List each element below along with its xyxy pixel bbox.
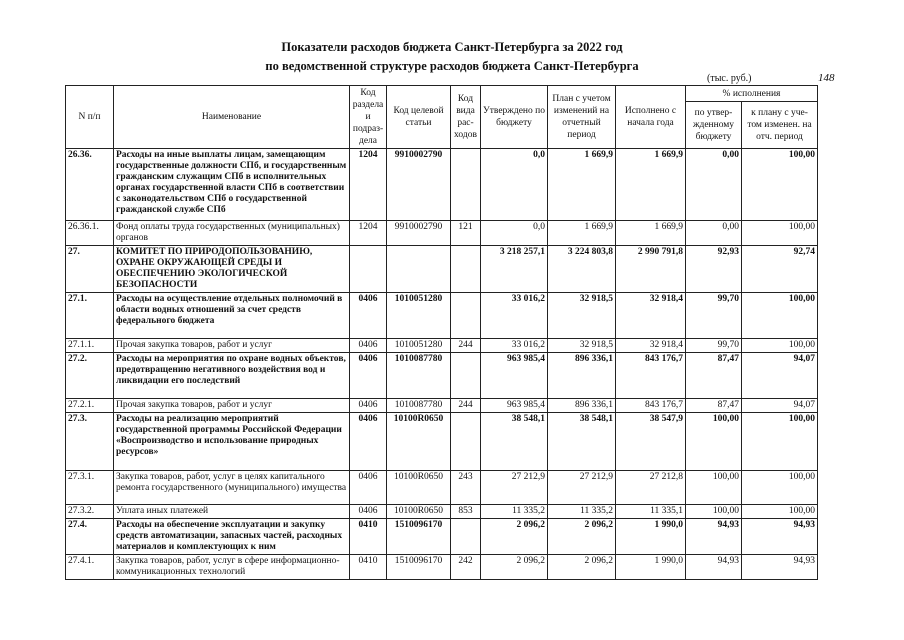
row-article: 9910002790 xyxy=(387,149,451,221)
row-type xyxy=(451,246,481,293)
unit-label: (тыс. руб.) xyxy=(707,73,752,84)
row-executed: 843 176,7 xyxy=(616,399,686,413)
row-approved: 963 985,4 xyxy=(481,399,548,413)
row-section xyxy=(350,246,387,293)
table-row xyxy=(66,399,818,413)
row-approved: 3 218 257,1 xyxy=(481,246,548,293)
table-row xyxy=(66,353,818,399)
row-pct-approved: 99,70 xyxy=(686,339,742,353)
row-name: Прочая закупка товаров, работ и услуг xyxy=(114,339,350,353)
row-section: 0406 xyxy=(350,339,387,353)
row-type: 243 xyxy=(451,471,481,505)
row-pct-approved: 87,47 xyxy=(686,399,742,413)
row-pct-approved: 94,93 xyxy=(686,519,742,555)
row-executed: 27 212,8 xyxy=(616,471,686,505)
row-executed: 1 669,9 xyxy=(616,149,686,221)
table-row xyxy=(66,293,818,339)
row-name: КОМИТЕТ ПО ПРИРОДОПОЛЬЗОВАНИЮ, ОХРАНЕ ОКРУЖАЮЩЕЙ СРЕДЫ И ОБЕСПЕЧЕНИЮ ЭКОЛОГИЧЕСКОЙ БЕЗОПАСНОСТИ xyxy=(114,246,350,293)
row-type xyxy=(451,413,481,471)
row-plan: 1 669,9 xyxy=(548,221,616,246)
row-section: 0406 xyxy=(350,471,387,505)
row-section: 0406 xyxy=(350,399,387,413)
header-type: Код вида рас-ходов xyxy=(451,86,481,149)
row-approved: 11 335,2 xyxy=(481,505,548,519)
row-name: Прочая закупка товаров, работ и услуг xyxy=(114,399,350,413)
row-pct-approved: 100,00 xyxy=(686,505,742,519)
row-section: 0406 xyxy=(350,293,387,339)
row-article: 1510096170 xyxy=(387,519,451,555)
row-name: Расходы на мероприятия по охране водных объектов, предотвращению негативного воздействия вод и ликвидации его последствий xyxy=(114,353,350,399)
expenses-table xyxy=(65,85,818,580)
table-row xyxy=(66,339,818,353)
row-approved: 963 985,4 xyxy=(481,353,548,399)
header-pct-approved: по утвер-жденному бюджету xyxy=(686,102,742,149)
row-num: 26.36. xyxy=(66,149,114,221)
row-name: Расходы на осуществление отдельных полномочий в области водных отношений за счет средств федерального бюджета xyxy=(114,293,350,339)
row-pct-plan: 100,00 xyxy=(742,339,818,353)
row-executed: 11 335,1 xyxy=(616,505,686,519)
header-executed: Исполнено с начала года xyxy=(616,86,686,149)
table-row xyxy=(66,221,818,246)
row-pct-approved: 87,47 xyxy=(686,353,742,399)
row-plan: 3 224 803,8 xyxy=(548,246,616,293)
row-section: 1204 xyxy=(350,221,387,246)
row-type xyxy=(451,353,481,399)
row-plan: 896 336,1 xyxy=(548,399,616,413)
row-section: 0410 xyxy=(350,555,387,580)
row-name: Расходы на иные выплаты лицам, замещающим государственные должности СПб, и государственным гражданским служащим СПб в исполнительных органах государственной власти СПб в соответствии с законодательством СПб о государственной гражданской службе СПб xyxy=(114,149,350,221)
row-num: 27.3. xyxy=(66,413,114,471)
table-row xyxy=(66,471,818,505)
row-pct-approved: 94,93 xyxy=(686,555,742,580)
row-name: Уплата иных платежей xyxy=(114,505,350,519)
row-pct-plan: 94,93 xyxy=(742,519,818,555)
row-article: 1010087780 xyxy=(387,353,451,399)
row-plan: 32 918,5 xyxy=(548,339,616,353)
row-article: 10100R0650 xyxy=(387,505,451,519)
row-approved: 33 016,2 xyxy=(481,339,548,353)
row-article: 1510096170 xyxy=(387,555,451,580)
row-article: 1010051280 xyxy=(387,339,451,353)
row-section: 0410 xyxy=(350,519,387,555)
row-type: 242 xyxy=(451,555,481,580)
row-plan: 27 212,9 xyxy=(548,471,616,505)
row-pct-approved: 100,00 xyxy=(686,413,742,471)
row-num: 27.2.1. xyxy=(66,399,114,413)
row-pct-plan: 94,07 xyxy=(742,399,818,413)
row-plan: 11 335,2 xyxy=(548,505,616,519)
row-article: 1010051280 xyxy=(387,293,451,339)
row-name: Расходы на обеспечение эксплуатации и закупку средств автоматизации, запасных частей, расходных материалов и комплектующих к ним xyxy=(114,519,350,555)
row-num: 27.3.1. xyxy=(66,471,114,505)
row-executed: 1 990,0 xyxy=(616,519,686,555)
row-executed: 38 547,9 xyxy=(616,413,686,471)
table-row xyxy=(66,555,818,580)
table-row xyxy=(66,519,818,555)
row-article xyxy=(387,246,451,293)
table-row xyxy=(66,505,818,519)
row-pct-plan: 94,07 xyxy=(742,353,818,399)
row-section: 0406 xyxy=(350,505,387,519)
row-executed: 843 176,7 xyxy=(616,353,686,399)
row-article: 9910002790 xyxy=(387,221,451,246)
header-approved: Утверждено по бюджету xyxy=(481,86,548,149)
table-row xyxy=(66,149,818,221)
row-executed: 1 669,9 xyxy=(616,221,686,246)
row-article: 10100R0650 xyxy=(387,471,451,505)
row-executed: 1 990,0 xyxy=(616,555,686,580)
row-approved: 2 096,2 xyxy=(481,555,548,580)
row-executed: 32 918,4 xyxy=(616,293,686,339)
report-title-line2: по ведомственной структуре расходов бюджета Санкт-Петербурга xyxy=(265,59,639,73)
table-row xyxy=(66,246,818,293)
row-plan: 896 336,1 xyxy=(548,353,616,399)
row-pct-approved: 99,70 xyxy=(686,293,742,339)
row-executed: 32 918,4 xyxy=(616,339,686,353)
row-type: 244 xyxy=(451,399,481,413)
row-plan: 38 548,1 xyxy=(548,413,616,471)
row-section: 1204 xyxy=(350,149,387,221)
row-pct-plan: 92,74 xyxy=(742,246,818,293)
row-pct-plan: 100,00 xyxy=(742,413,818,471)
row-num: 27.4.1. xyxy=(66,555,114,580)
row-approved: 2 096,2 xyxy=(481,519,548,555)
row-article: 10100R0650 xyxy=(387,413,451,471)
row-plan: 32 918,5 xyxy=(548,293,616,339)
row-name: Закупка товаров, работ, услуг в сфере информационно-коммуникационных технологий xyxy=(114,555,350,580)
row-pct-approved: 92,93 xyxy=(686,246,742,293)
row-pct-plan: 100,00 xyxy=(742,221,818,246)
row-name: Закупка товаров, работ, услуг в целях капитального ремонта государственного (муниципального) имущества xyxy=(114,471,350,505)
row-plan: 1 669,9 xyxy=(548,149,616,221)
header-pct: % исполнения xyxy=(686,86,818,102)
row-pct-plan: 94,93 xyxy=(742,555,818,580)
row-num: 27.1. xyxy=(66,293,114,339)
header-plan: План с учетом изменений на отчетный период xyxy=(548,86,616,149)
header-section: Код раздела и подраз-дела xyxy=(350,86,387,149)
row-pct-plan: 100,00 xyxy=(742,149,818,221)
row-approved: 38 548,1 xyxy=(481,413,548,471)
row-type xyxy=(451,519,481,555)
page-number: 148 xyxy=(818,72,835,84)
row-pct-approved: 0,00 xyxy=(686,149,742,221)
row-executed: 2 990 791,8 xyxy=(616,246,686,293)
row-plan: 2 096,2 xyxy=(548,555,616,580)
row-num: 27. xyxy=(66,246,114,293)
row-article: 1010087780 xyxy=(387,399,451,413)
header-pct-plan: к плану с уче-том изменен. на отч. период xyxy=(742,102,818,149)
report-title-line1: Показатели расходов бюджета Санкт-Петербурга за 2022 год xyxy=(281,40,623,54)
row-type: 853 xyxy=(451,505,481,519)
row-plan: 2 096,2 xyxy=(548,519,616,555)
row-num: 27.3.2. xyxy=(66,505,114,519)
row-section: 0406 xyxy=(350,413,387,471)
table-body xyxy=(66,149,818,580)
row-section: 0406 xyxy=(350,353,387,399)
header-name: Наименование xyxy=(114,86,350,149)
row-approved: 27 212,9 xyxy=(481,471,548,505)
row-name: Фонд оплаты труда государственных (муниципальных) органов xyxy=(114,221,350,246)
row-name: Расходы на реализацию мероприятий государственной программы Российской Федерации «Воспроизводство и использование природных ресурсов» xyxy=(114,413,350,471)
row-type: 121 xyxy=(451,221,481,246)
row-num: 27.1.1. xyxy=(66,339,114,353)
row-num: 27.4. xyxy=(66,519,114,555)
row-pct-plan: 100,00 xyxy=(742,293,818,339)
row-approved: 0,0 xyxy=(481,149,548,221)
row-type: 244 xyxy=(451,339,481,353)
row-type xyxy=(451,149,481,221)
row-pct-plan: 100,00 xyxy=(742,505,818,519)
row-pct-approved: 0,00 xyxy=(686,221,742,246)
row-num: 27.2. xyxy=(66,353,114,399)
row-type xyxy=(451,293,481,339)
header-article: Код целевой статьи xyxy=(387,86,451,149)
table-row xyxy=(66,413,818,471)
row-num: 26.36.1. xyxy=(66,221,114,246)
row-pct-approved: 100,00 xyxy=(686,471,742,505)
row-approved: 33 016,2 xyxy=(481,293,548,339)
header-num: N п/п xyxy=(66,86,114,149)
row-pct-plan: 100,00 xyxy=(742,471,818,505)
row-approved: 0,0 xyxy=(481,221,548,246)
